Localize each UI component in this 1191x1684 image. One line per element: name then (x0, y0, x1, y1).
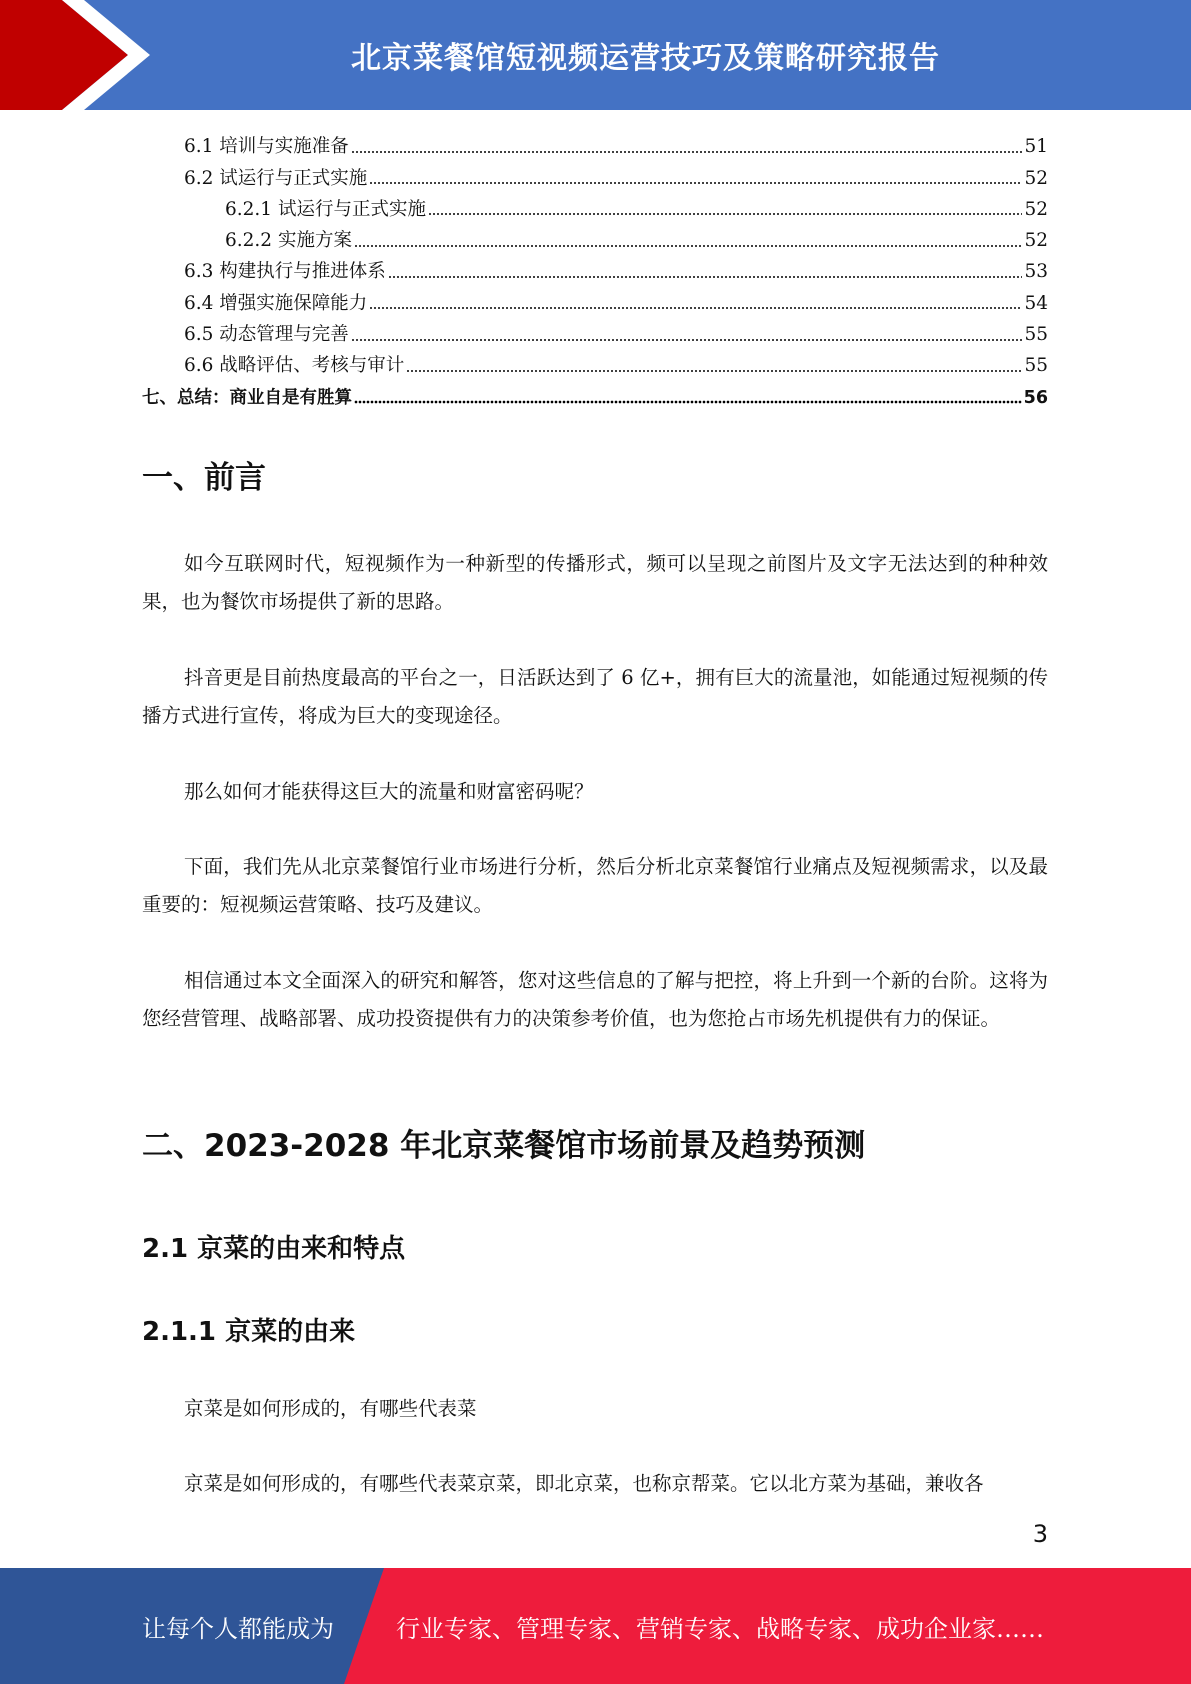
toc-entry[interactable] (142, 316, 1048, 347)
table-of-contents (142, 128, 1048, 410)
paragraph: 京菜是如何形成的，有哪些代表菜京菜，即北京菜，也称京帮菜。它以北方菜为基础，兼收各 (184, 1472, 984, 1495)
toc-entry-label: 6.4 增强实施保障能力 (184, 292, 368, 314)
toc-entry-page: 55 (1024, 324, 1048, 346)
toc-entry-page: 56 (1023, 387, 1048, 408)
toc-leader-dots (354, 400, 1022, 405)
section-heading-preface: 一、前言 (142, 460, 266, 496)
header-arrow-decoration (0, 0, 160, 110)
toc-entry[interactable] (142, 159, 1048, 190)
page-footer (0, 1568, 1191, 1684)
toc-entry[interactable] (142, 128, 1048, 159)
toc-entry-label: 6.2.2 实施方案 (225, 230, 352, 252)
toc-entry-label: 6.2.1 试运行与正式实施 (225, 198, 426, 220)
paragraph: 下面，我们先从北京菜餐馆行业市场进行分析，然后分析北京菜餐馆行业痛点及短视频需求，以及最重要的：短视频运营策略、技巧及建议。 (142, 855, 1048, 916)
page-header (0, 0, 1191, 110)
paragraph: 相信通过本文全面深入的研究和解答，您对这些信息的了解与把控，将上升到一个新的台阶。这将为您经营管理、战略部署、成功投资提供有力的决策参考价值，也为您抢占市场先机提供有力的保证。 (142, 969, 1048, 1030)
toc-entry-label: 6.6 战略评估、考核与审计 (184, 355, 405, 377)
toc-entry[interactable] (142, 253, 1048, 284)
toc-entry-page: 55 (1024, 355, 1048, 377)
toc-leader-dots (428, 212, 1022, 217)
toc-entry[interactable] (142, 347, 1048, 378)
toc-entry-label: 6.3 构建执行与推进体系 (184, 261, 386, 283)
toc-leader-dots (354, 243, 1023, 248)
toc-leader-dots (351, 149, 1023, 154)
toc-entry[interactable] (142, 222, 1048, 253)
paragraph: 抖音更是目前热度最高的平台之一，日活跃达到了 6 亿+，拥有巨大的流量池，如能通过短视频的传播方式进行宣传，将成为巨大的变现途径。 (142, 666, 1048, 727)
toc-leader-dots (369, 181, 1022, 186)
toc-entry-label: 七、总结：商业自是有胜算 (142, 387, 352, 408)
footer-slogan-left: 让每个人都能成为 (142, 1614, 334, 1643)
footer-slogan-right: 行业专家、管理专家、营销专家、战略专家、成功企业家…… (396, 1614, 1044, 1643)
toc-entry-label: 6.5 动态管理与完善 (184, 324, 349, 346)
page-number: 3 (1032, 1520, 1048, 1548)
toc-entry-page: 52 (1024, 167, 1048, 189)
subsubsection-heading: 2.1.1 京菜的由来 (142, 1317, 356, 1347)
paragraph: 如今互联网时代，短视频作为一种新型的传播形式，频可以呈现之前图片及文字无法达到的种种效果，也为餐饮市场提供了新的思路。 (142, 552, 1048, 613)
toc-entry[interactable] (142, 284, 1048, 315)
toc-leader-dots (369, 306, 1022, 311)
subsection-heading: 2.1 京菜的由来和特点 (142, 1234, 406, 1264)
toc-entry-chapter[interactable] (142, 378, 1048, 409)
toc-entry[interactable] (142, 191, 1048, 222)
toc-entry-page: 52 (1024, 230, 1048, 252)
paragraph: 那么如何才能获得这巨大的流量和财富密码呢？ (184, 780, 594, 803)
section-heading-market: 二、2023-2028 年北京菜餐馆市场前景及趋势预测 (142, 1128, 866, 1164)
toc-entry-page: 51 (1024, 136, 1048, 158)
toc-entry-page: 53 (1024, 261, 1048, 283)
paragraph: 京菜是如何形成的，有哪些代表菜 (184, 1397, 477, 1420)
header-title: 北京菜餐馆短视频运营技巧及策略研究报告 (351, 41, 940, 76)
toc-entry-page: 52 (1024, 198, 1048, 220)
toc-leader-dots (406, 368, 1022, 373)
toc-entry-label: 6.2 试运行与正式实施 (184, 167, 368, 189)
toc-entry-label: 6.1 培训与实施准备 (184, 136, 349, 158)
toc-leader-dots (388, 274, 1023, 279)
toc-leader-dots (351, 337, 1023, 342)
toc-entry-page: 54 (1024, 292, 1048, 314)
